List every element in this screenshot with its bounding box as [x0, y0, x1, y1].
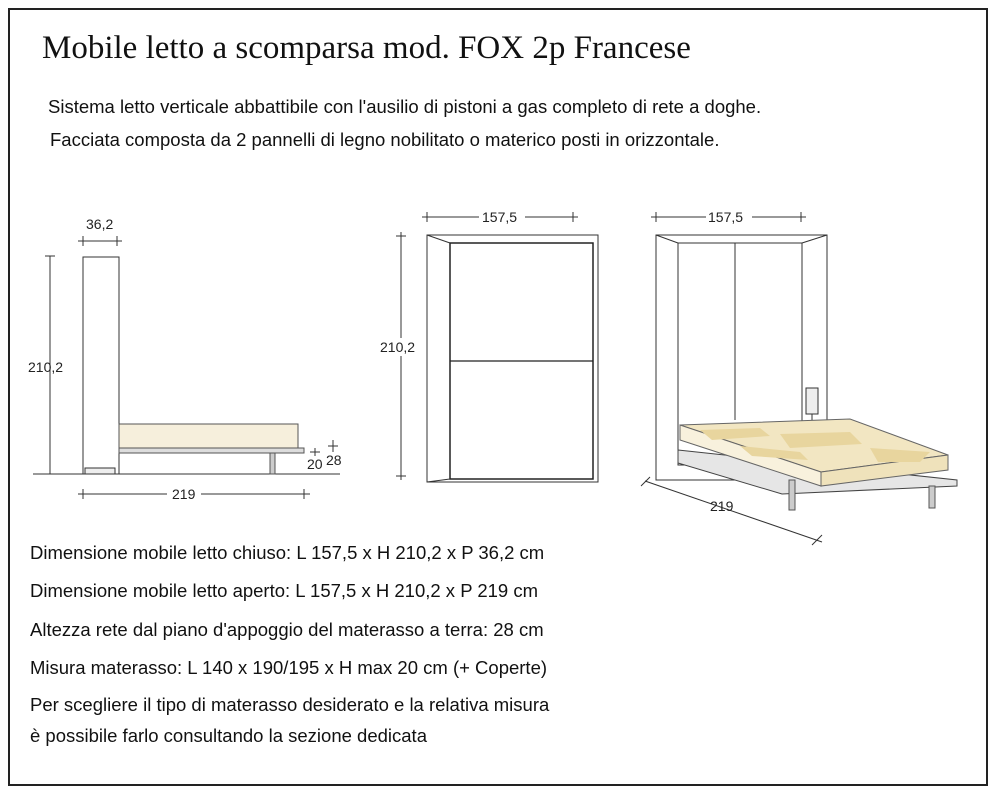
spec-open-dimensions: Dimensione mobile letto aperto: L 157,5 x H 210,2 x P 219 cm	[30, 580, 539, 601]
description-line-1: Sistema letto verticale abbattibile con l'ausilio di pistoni a gas completo di rete a doghe.	[48, 96, 762, 117]
net-height-label: 28	[326, 452, 342, 468]
front-view	[396, 212, 598, 482]
side-depth-label: 36,2	[86, 216, 114, 232]
side-height-label: 210,2	[28, 359, 64, 375]
open-view	[641, 212, 957, 545]
open-depth-label: 219	[710, 498, 734, 514]
side-open-depth-label: 219	[172, 486, 196, 502]
mattress-height-label: 20	[307, 456, 323, 472]
spec-mattress-size: Misura materasso: L 140 x 190/195 x H max 20 cm (+ Coperte)	[30, 657, 548, 678]
description-line-2: Facciata composta da 2 pannelli di legno nobilitato o materico posti in orizzontale.	[50, 129, 720, 150]
spec-net-height: Altezza rete dal piano d'appoggio del materasso a terra: 28 cm	[30, 619, 544, 640]
spec-closed-dimensions: Dimensione mobile letto chiuso: L 157,5 x H 210,2 x P 36,2 cm	[30, 542, 545, 563]
page-title: Mobile letto a scomparsa mod. FOX 2p Francese	[42, 30, 691, 66]
open-width-label: 157,5	[708, 209, 744, 225]
spec-mattress-note-line-2: è possibile farlo consultando la sezione dedicata	[30, 725, 427, 746]
front-height-label: 210,2	[380, 339, 416, 355]
front-width-label: 157,5	[482, 209, 518, 225]
spec-mattress-note-line-1: Per scegliere il tipo di materasso desiderato e la relativa misura	[30, 694, 550, 715]
side-view	[33, 236, 340, 499]
